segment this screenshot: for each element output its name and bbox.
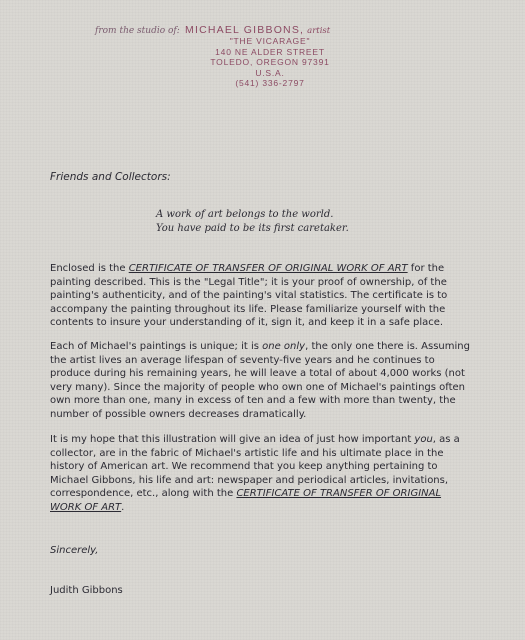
paragraph-3-text: , as a collector, are in the fabric of Michael's artistic life and his ultimate place in the history of American art. We recommend that you keep anything pertaining to Michael Gibbons, his life and art: newspaper and periodical articles, invitations, correspondence, etc., along with the — [50, 434, 460, 499]
paragraph-3-text: It is my hope that this illustration will give an idea of just how important — [50, 434, 415, 445]
address-line: U.S.A. — [255, 67, 285, 78]
address-line: TOLEDO, OREGON 97391 — [210, 57, 330, 67]
letterhead-header — [95, 24, 355, 36]
paragraph-3-text: . — [121, 501, 125, 513]
closing: Sincerely, — [50, 545, 99, 556]
artist-title: artist — [307, 26, 331, 36]
address-line: 140 NE ALDER STREET — [215, 46, 325, 57]
phone-number: (541) 336-2797 — [235, 78, 305, 88]
paragraph-1-text: Enclosed is the — [50, 263, 129, 274]
certificate-title: CERTIFICATE OF TRANSFER OF ORIGINAL WORK OF ART — [128, 263, 408, 274]
address-line: "THE VICARAGE" — [229, 36, 311, 46]
paragraph-1-text: for the painting described. This is the "Legal Title"; it is your proof of ownership, of the painting's authenticity, and of the painting's vital statistics. The certificate is to accompany the painting throughout its life. Please familiarize yourself with the contents to insure your understanding of it, sign it, and keep it in a safe place. — [50, 263, 448, 328]
quote — [156, 208, 476, 236]
letterhead — [95, 24, 355, 89]
emphasis-text: one only — [262, 341, 306, 352]
emphasis-text: you — [414, 434, 433, 445]
quote-line-2: You have paid to be its first caretaker. — [156, 223, 349, 234]
paragraph-2 — [50, 340, 475, 421]
paragraph-3 — [50, 433, 475, 514]
paragraph-2-text: Each of Michael's paintings is unique; it is — [50, 341, 263, 352]
quote-line-1: A work of art belongs to the world. — [156, 209, 334, 220]
artist-name: MICHAEL GIBBONS, — [185, 24, 305, 36]
address-block — [195, 36, 345, 89]
paragraph-1 — [50, 262, 475, 330]
signature-name: Judith Gibbons — [50, 585, 123, 596]
certificate-title: CERTIFICATE OF TRANSFER OF ORIGINAL WORK OF ART — [50, 488, 442, 513]
from-label: from the studio of: — [95, 26, 180, 36]
paragraph-2-text: , the only one there is. Assuming the artist lives an average lifespan of seventy-five years and he continues to produce during his remaining years, he will leave a total of about 4,000 works (not very many). Since the majority of people who own one of Michael's paintings often own more than one, many in excess of ten and a few with more than twenty, the number of possible owners decreases dramatically. — [50, 341, 470, 420]
salutation: Friends and Collectors: — [50, 171, 171, 183]
